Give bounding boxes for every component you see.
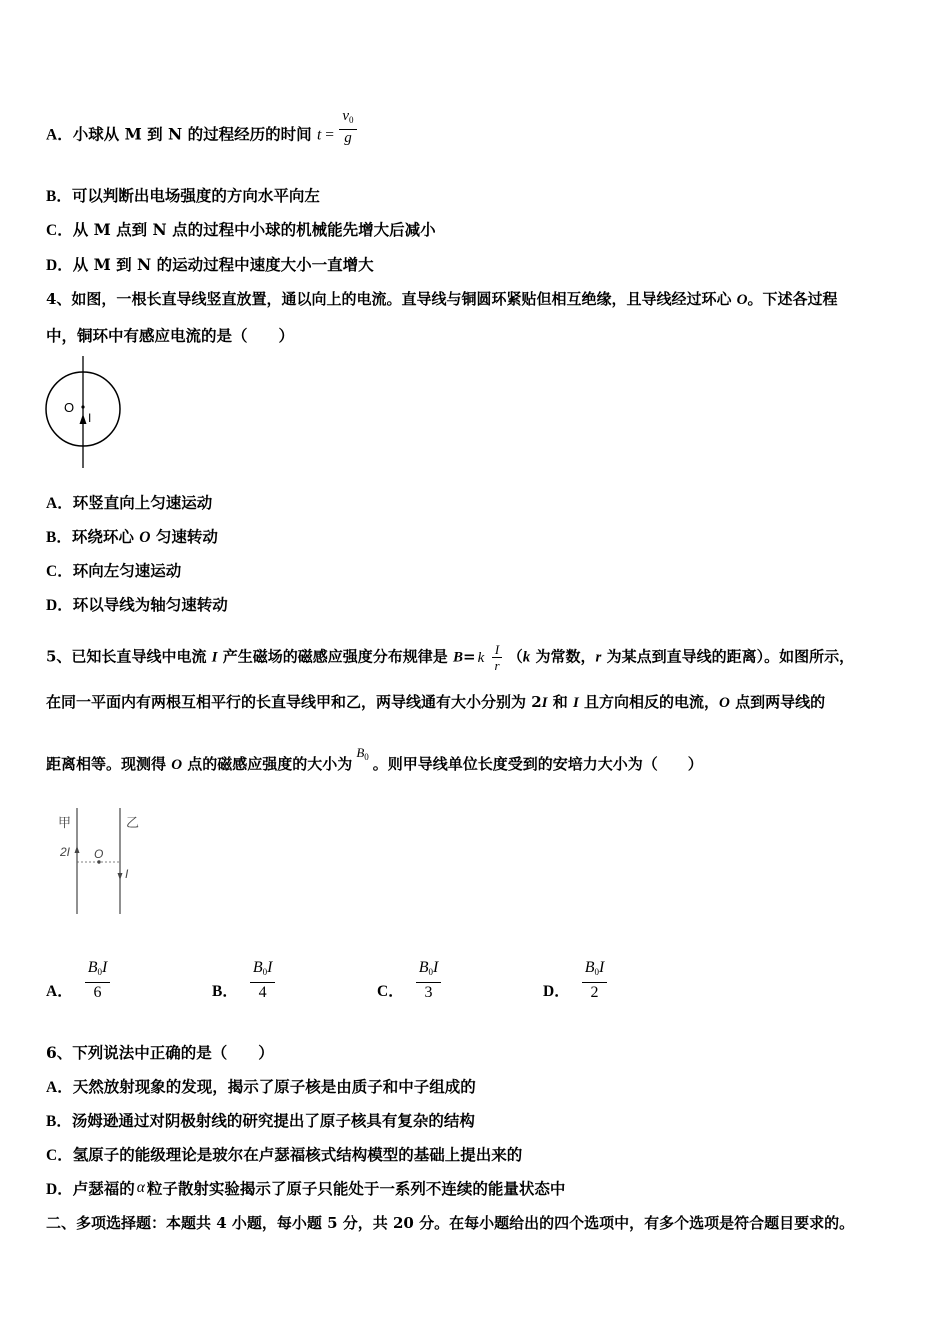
right-current-label: I [125, 867, 129, 881]
option-text: 天然放射现象的发现，揭示了原子核是由质子和中子组成的 [72, 1077, 476, 1096]
section2-heading: 二、多项选择题：本题共 4 小题，每小题 5 分，共 20 分。在每小题给出的四个选项中，有多个选项是符合题目要求的。 [46, 1214, 855, 1232]
q5-B0-sub: 0 [364, 752, 369, 762]
option-text: 从 M 点到 N 点的过程中小球的机械能先增大后减小 [72, 220, 436, 239]
option-label: D． [46, 1181, 73, 1198]
frac-B: B [584, 959, 595, 976]
frac-I: I [598, 959, 605, 976]
option-text-2: 粒子散射实验揭示了原子只能处于一系列不连续的能量状态中 [146, 1179, 566, 1198]
q3-option-d [46, 255, 374, 276]
left-wire-label: 甲 [58, 815, 72, 830]
q6-option-a [46, 1077, 476, 1098]
q4-option-c [46, 561, 181, 582]
center-dot [81, 405, 84, 408]
q5-stem-line2 [46, 692, 825, 713]
q5-2: 2 [531, 693, 542, 711]
frac-den: 3 [424, 984, 433, 1001]
q5-text-11: 。则甲导线单位长度受到的安培力大小为（ ） [372, 755, 703, 773]
option-label: A． [46, 126, 73, 144]
q5-text-7: 且方向相反的电流， [578, 693, 720, 711]
q5-B: B [452, 649, 463, 666]
option-fraction [250, 958, 276, 1003]
option-text: 环以导线为轴匀速转动 [72, 595, 228, 614]
fraction-v0-over-g [339, 108, 356, 147]
option-fraction [416, 958, 442, 1003]
option-text: 环竖直向上匀速运动 [72, 493, 213, 512]
option-label: B． [46, 529, 72, 546]
q5-text-4: 为某点到直导线的距离）。如图所示， [601, 647, 855, 666]
q4-stem-text-2: 。下述各过程 [747, 290, 838, 308]
option-label: A． [46, 1079, 73, 1096]
frac-den: 4 [258, 984, 267, 1001]
q5-paren: （ [507, 647, 523, 666]
q6-stem: 6、下列说法中正确的是（ ） [46, 1043, 274, 1062]
frac-sub: 0 [97, 967, 102, 977]
option-label: B． [212, 982, 238, 1000]
left-current-label: 2I [60, 845, 71, 859]
frac-sub: 0 [428, 967, 433, 977]
q5-k: k [477, 649, 485, 666]
q5-O2: O [171, 757, 183, 773]
q4-option-d [46, 595, 228, 616]
q5-k2: k [522, 649, 531, 666]
option-label: C． [377, 982, 404, 1000]
frac-B: B [418, 959, 429, 976]
q4-option-b [46, 527, 218, 548]
option-label: B． [46, 188, 72, 205]
option-fraction [582, 958, 608, 1003]
q5-eq: = [462, 647, 476, 666]
q6-option-d [46, 1179, 565, 1200]
q5-I3: I [572, 695, 579, 711]
frac-num: v [342, 108, 350, 124]
frac-sub: 0 [262, 967, 268, 977]
frac-num-sub: 0 [349, 115, 354, 125]
option-label: A． [46, 982, 73, 1000]
current-label: I [88, 411, 92, 425]
q5-I2: I [541, 695, 548, 711]
option-label: B． [46, 1113, 72, 1130]
q4-stem-line1 [46, 289, 838, 310]
q5-B0 [356, 745, 368, 760]
q6-option-b [46, 1111, 475, 1132]
q5-option-a [46, 958, 110, 1003]
fraction-I-over-r [491, 642, 502, 673]
point-O-label: O [94, 847, 104, 861]
q5-text-5: 在同一平面内有两根互相平行的长直导线甲和乙，两导线通有大小分别为 [46, 693, 532, 711]
down-arrow-icon [118, 873, 123, 880]
frac-den: g [344, 130, 352, 146]
q3-option-b [46, 186, 320, 207]
option-text: 环向左匀速运动 [72, 561, 182, 580]
option-text: 从 M 到 N 的运动过程中速度大小一直增大 [72, 255, 374, 274]
q5-text-8: 点到两导线的 [729, 693, 826, 711]
frac-den: 2 [590, 984, 599, 1001]
q3-option-c [46, 220, 436, 241]
q5-text-9: 距离相等。现测得 [46, 755, 172, 773]
q5-O: O [719, 695, 730, 711]
q3-option-a [46, 108, 357, 155]
q4-option-a [46, 493, 212, 514]
up-arrow-icon [75, 846, 80, 853]
frac-B: B [252, 959, 263, 976]
option-label: C． [46, 1147, 73, 1164]
option-text: 环绕环心 [71, 527, 140, 546]
q5-r: r [595, 649, 602, 666]
frac-B: B [87, 959, 98, 976]
right-wire-label: 乙 [126, 815, 140, 830]
frac-sub: 0 [594, 967, 599, 977]
option-label: C． [46, 222, 73, 239]
q4-stem-text: 4、如图，一根长直导线竖直放置，通以向上的电流。直导线与铜圆环紧贴但相互绝缘，且导线经过环心 [46, 290, 737, 308]
q5-option-d [543, 958, 607, 1003]
q5-text-2: 产生磁场的磁感应强度分布规律是 [217, 647, 453, 666]
q5-option-c [377, 958, 441, 1003]
option-label: A． [46, 495, 73, 512]
q5-text: 5、已知长直导线中电流 [46, 647, 212, 666]
option-text: 汤姆逊通过对阴极射线的研究提出了原子核具有复杂的结构 [71, 1111, 475, 1130]
current-arrow-icon [80, 414, 87, 424]
option-label: C． [46, 563, 73, 580]
alpha-symbol: α [136, 1179, 145, 1196]
option-label: D． [543, 982, 570, 1000]
option-text: 氢原子的能级理论是玻尔在卢瑟福核式结构模型的基础上提出来的 [72, 1145, 523, 1164]
q5-text-10: 点的磁感应强度的大小为 [182, 755, 353, 773]
q5-stem-line1 [46, 642, 854, 673]
frac-I: I [432, 959, 439, 976]
q5-B0-B: B [356, 745, 365, 760]
option-text-2: 匀速转动 [150, 527, 218, 546]
frac-I: I [267, 959, 273, 976]
option-label: D． [46, 597, 73, 614]
q5-option-b [212, 958, 275, 1003]
math-eq: = [321, 126, 334, 144]
frac-num: I [492, 642, 502, 658]
q5-figure-wires [52, 806, 162, 918]
frac-den: 6 [93, 984, 102, 1001]
option-text: 小球从 M 到 N 的过程经历的时间 [72, 124, 312, 144]
q4-stem-O: O [736, 292, 748, 308]
q5-text-3: 为常数， [530, 647, 596, 666]
frac-I: I [101, 959, 108, 976]
frac-den: r [494, 658, 500, 673]
option-fraction [85, 958, 111, 1003]
q4-figure-ring [40, 354, 130, 472]
q5-I: I [211, 649, 218, 666]
q5-text-6: 和 [547, 693, 573, 711]
math-t: t [317, 126, 322, 144]
q4-stem-line2: 中，铜环中有感应电流的是（ ） [46, 326, 295, 345]
option-text: 卢瑟福的 [72, 1179, 135, 1198]
q5-stem-line3 [46, 745, 703, 779]
center-label: O [64, 400, 75, 415]
option-O: O [139, 529, 151, 546]
option-text: 可以判断出电场强度的方向水平向左 [71, 186, 320, 205]
q6-option-c [46, 1145, 522, 1166]
option-label: D． [46, 257, 73, 274]
